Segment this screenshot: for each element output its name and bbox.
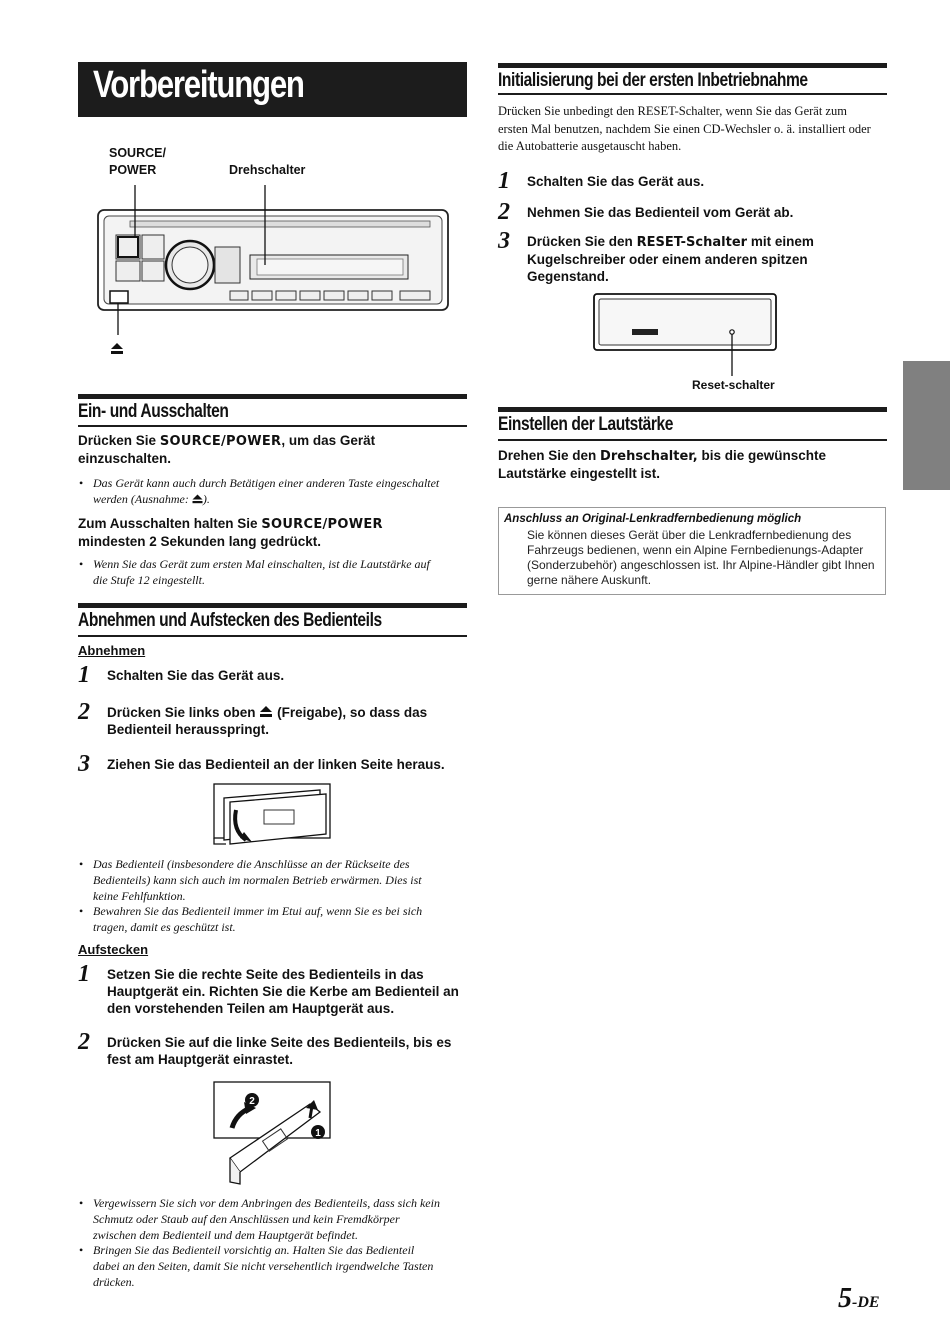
- step-text: [107, 1034, 472, 1068]
- step-number: 3: [498, 228, 510, 254]
- note-aufstecken-2: [79, 1242, 473, 1290]
- step-line: mit einem: [750, 234, 814, 249]
- info-box: [498, 507, 886, 595]
- bullet: •: [79, 1196, 84, 1210]
- volume-instruction: [498, 447, 887, 482]
- source-power-label-line1: SOURCE/: [109, 146, 166, 160]
- bullet: •: [79, 904, 84, 918]
- bullet: •: [79, 476, 84, 490]
- step-number: 2: [78, 1029, 90, 1055]
- step-line: (Freigabe), so dass das: [277, 705, 428, 720]
- reset-label: Reset-schalter: [692, 378, 775, 392]
- key-drehschalter: Drehschalter,: [600, 449, 698, 464]
- step-line: Drücken Sie links oben: [107, 705, 256, 720]
- step-text: [527, 233, 887, 285]
- section-rule: [498, 93, 887, 95]
- note-aufstecken-1: [79, 1195, 473, 1243]
- key-source-power: SOURCE/POWER: [159, 434, 282, 449]
- eject-icon: [192, 494, 203, 504]
- step-text: Schalten Sie das Gerät aus.: [527, 174, 705, 189]
- info-line: (Sonderzubehör) angeschlossen ist. Ihr Alpine-Händler gibt Ihnen: [527, 558, 875, 572]
- note-line: Bewahren Sie das Bedienteil immer im Etui auf, wenn Sie es bei sich: [93, 904, 423, 918]
- page-number-value: 5: [838, 1283, 852, 1314]
- note-line: werden (Ausnahme:: [93, 492, 189, 506]
- drehschalter-label: Drehschalter: [229, 163, 306, 177]
- text: Lautstärke eingestellt ist.: [498, 466, 661, 481]
- step-text: [107, 966, 472, 1017]
- init-paragraph: [498, 103, 893, 156]
- attach-illustration: [210, 1078, 335, 1188]
- note-line: ).: [202, 492, 210, 506]
- logo-badge: [632, 329, 658, 335]
- key-reset: RESET-Schalter: [636, 235, 748, 250]
- page-title: Vorbereitungen: [93, 64, 304, 106]
- info-line: Fahrzeugs bedienen, wenn ein Alpine Fernbedienungs-Adapter: [527, 543, 864, 557]
- step-text: Schalten Sie das Gerät aus.: [107, 668, 285, 683]
- detach-illustration: [210, 780, 335, 852]
- step-text: Ziehen Sie das Bedienteil an der linken Seite heraus.: [107, 757, 445, 772]
- power-on-instruction: [78, 432, 467, 467]
- note-ein-2: [79, 556, 473, 588]
- note-line: die Stufe 12 eingestellt.: [93, 573, 205, 587]
- key-source-power: SOURCE/POWER: [261, 517, 383, 532]
- step-text: Nehmen Sie das Bedienteil vom Gerät ab.: [527, 205, 794, 220]
- section-rule: [78, 394, 467, 399]
- note-abnehmen-2: [79, 903, 473, 935]
- source-power-label-line2: POWER: [109, 163, 157, 177]
- section-rule: [498, 439, 887, 441]
- text: einzuschalten.: [78, 451, 172, 466]
- step-number: 1: [78, 662, 90, 688]
- info-box-title: Anschluss an Original-Lenkradfernbedienung möglich: [504, 513, 802, 525]
- eject-icon: [110, 342, 124, 356]
- info-box-text: [527, 528, 882, 588]
- note-line: Das Gerät kann auch durch Betätigen einer anderen Taste eingeschaltet: [93, 476, 440, 490]
- step-line: Drücken Sie auf die linke Seite des Bedienteils, bis es: [107, 1035, 452, 1050]
- note-line: drücken.: [93, 1275, 135, 1289]
- stereo-illustration: [90, 185, 460, 365]
- step-line: Drücken Sie den: [527, 234, 633, 249]
- note-line: keine Fehlfunktion.: [93, 889, 186, 903]
- para-line: Drücken Sie unbedingt den RESET-Schalter, wenn Sie das Gerät zum: [498, 104, 847, 118]
- step-number: 2: [498, 199, 510, 225]
- para-line: ersten Mal benutzen, nachdem Sie einen CD-Wechsler o. ä. installiert oder: [498, 121, 871, 136]
- bullet: •: [79, 1243, 84, 1257]
- section-heading-ein-aus: Ein- und Ausschalten: [78, 401, 229, 422]
- section-heading-init: Initialisierung bei der ersten Inbetriebnahme: [498, 70, 808, 91]
- subheading-aufstecken: Aufstecken: [78, 942, 149, 957]
- step-line: Hauptgerät ein. Richten Sie die Kerbe am Bedienteil an: [107, 984, 459, 999]
- section-rule: [78, 603, 467, 608]
- section-heading-abnehmen: Abnehmen und Aufstecken des Bedienteils: [78, 610, 382, 631]
- note-line: Schmutz oder Staub auf den Anschlüssen und kein Fremdkörper: [93, 1212, 400, 1226]
- side-tab: [903, 361, 950, 490]
- svg-text:2: 2: [249, 1096, 255, 1107]
- info-line: gerne nähere Auskunft.: [527, 573, 652, 587]
- note-line: dabei an den Seiten, damit Sie nicht versehentlich irgendwelche Tasten: [93, 1259, 434, 1273]
- source-power-label: [109, 145, 166, 179]
- text: Zum Ausschalten halten Sie: [78, 516, 258, 531]
- step-line: Setzen Sie die rechte Seite des Bedienteils in das: [107, 967, 424, 982]
- note-line: Das Bedienteil (insbesondere die Anschlüsse an der Rückseite des: [93, 857, 410, 871]
- step-line: Gegenstand.: [527, 269, 609, 284]
- note-line: Wenn Sie das Gerät zum ersten Mal einschalten, ist die Lautstärke auf: [93, 557, 430, 571]
- note-line: Vergewissern Sie sich vor dem Anbringen des Bedienteils, dass sich kein: [93, 1196, 440, 1210]
- bullet: •: [79, 857, 84, 871]
- section-rule: [78, 635, 467, 637]
- step-text: [107, 704, 467, 738]
- note-line: zwischen dem Bedienteil und dem Hauptgerät befindet.: [93, 1228, 358, 1242]
- step-number: 1: [78, 961, 90, 987]
- note-abnehmen-1: [79, 856, 473, 904]
- note-line: tragen, damit es geschützt ist.: [93, 920, 236, 934]
- text: bis die gewünschte: [701, 448, 827, 463]
- step-number: 1: [498, 168, 510, 194]
- subheading-abnehmen: Abnehmen: [78, 643, 146, 658]
- step-line: Bedienteil herausspringt.: [107, 722, 270, 737]
- section-rule: [78, 425, 467, 427]
- step-line: Kugelschreiber oder einem anderen spitzen: [527, 252, 808, 267]
- step-number: 2: [78, 699, 90, 725]
- reset-illustration: [590, 290, 780, 378]
- info-line: Sie können dieses Gerät über die Lenkradfernbedienung des: [527, 528, 852, 542]
- note-ein-1: [79, 475, 473, 507]
- note-line: Bringen Sie das Bedienteil vorsichtig an. Halten Sie das Bedienteil: [93, 1243, 415, 1257]
- section-rule: [498, 407, 887, 412]
- step-line: fest am Hauptgerät einrastet.: [107, 1052, 294, 1067]
- section-heading-volume: Einstellen der Lautstärke: [498, 414, 674, 435]
- bullet: •: [79, 557, 84, 571]
- text: mindesten 2 Sekunden lang gedrückt.: [78, 534, 322, 549]
- note-line: Bedienteils) kann sich auch im normalen Betrieb erwärmen. Dies ist: [93, 873, 422, 887]
- svg-text:1: 1: [315, 1128, 321, 1139]
- text: Drücken Sie: [78, 433, 157, 448]
- eject-icon: [259, 705, 273, 719]
- para-line: die Autobatterie ausgetauscht haben.: [498, 139, 682, 153]
- text: , um das Gerät: [281, 433, 376, 448]
- page-number-suffix: -DE: [852, 1294, 880, 1311]
- reset-hole: [730, 330, 734, 334]
- power-off-instruction: [78, 515, 467, 550]
- section-rule: [498, 63, 887, 68]
- page-number: [838, 1283, 880, 1315]
- step-line: den vorstehenden Teilen am Hauptgerät aus.: [107, 1001, 395, 1016]
- text: Drehen Sie den: [498, 448, 597, 463]
- step-number: 3: [78, 751, 90, 777]
